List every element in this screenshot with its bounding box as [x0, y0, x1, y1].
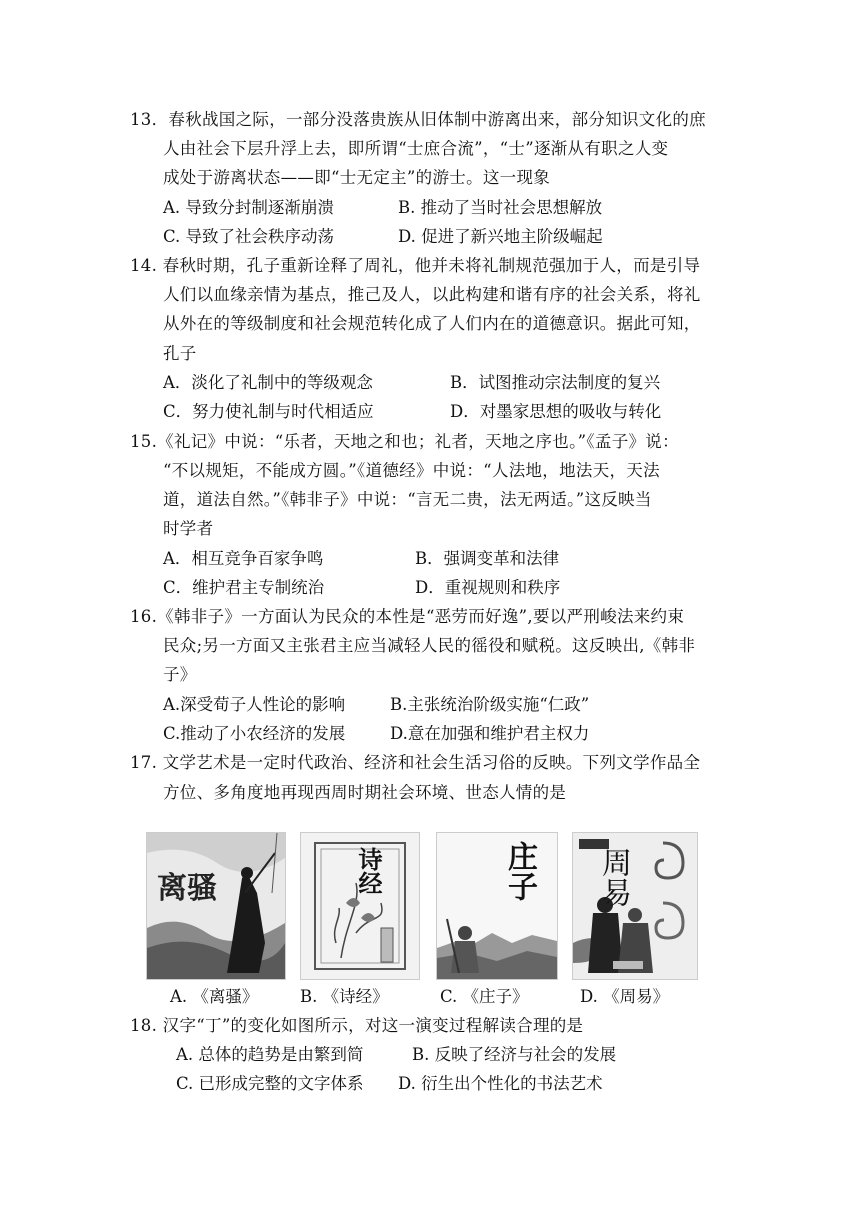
q13-option-d: D. 促进了新兴地主阶级崛起	[398, 227, 603, 246]
q13-stem-line: 人由社会下层升浮上去，即所谓“士庶合流”，“士”逐渐从有职之人变	[163, 139, 669, 158]
q18-option-c: C. 已形成完整的文字体系	[176, 1074, 364, 1093]
book-cover-zhouyi-icon	[572, 832, 698, 980]
q15-option-a: A．相互竞争百家争鸣	[163, 549, 324, 568]
q18-option-a: A. 总体的趋势是由繁到简	[176, 1045, 364, 1064]
q15-option-c: C．维护君主专制统治	[163, 578, 325, 597]
q15-option-b: B．强调变革和法律	[415, 549, 560, 568]
q14-stem-line: 人们以血缘亲情为基点，推己及人，以此构建和谐有序的社会关系，将礼	[163, 285, 701, 304]
q15-stem-line: “不以规矩，不能成方圆。”《道德经》中说：“人法地，地法天，天法	[163, 461, 660, 480]
q14-option-a: A．淡化了礼制中的等级观念	[163, 373, 373, 392]
q17-option-c: C. 《庄子》	[440, 987, 529, 1006]
zhuangzi-cover-title: 庄子	[502, 841, 537, 901]
q16-option-b: B.主张统治阶级实施“仁政”	[390, 695, 590, 714]
q15-stem-line: 道，道法自然。”《韩非子》中说：“言无二贵，法无两适。”这反映当	[163, 490, 652, 509]
q15-option-d: D．重视规则和秩序	[415, 578, 561, 597]
q16-option-d: D.意在加强和维护君主权力	[390, 724, 590, 743]
q13-option-b: B. 推动了当时社会思想解放	[398, 198, 603, 217]
q13-stem-line: 13．春秋战国之际，一部分没落贵族从旧体制中游离出来，部分知识文化的庶	[130, 110, 706, 129]
lisao-cover-title: 离骚	[157, 871, 217, 906]
book-cover-shijing-icon	[300, 832, 420, 980]
q17-stem-line: 方位、多角度地再现西周时期社会环境、世态人情的是	[163, 783, 567, 802]
q14-option-c: C．努力使礼制与时代相适应	[163, 402, 374, 421]
q13-option-c: C. 导致了社会秩序动荡	[163, 227, 335, 246]
q16-stem-line: 民众;另一方面又主张君主应当减轻人民的徭役和赋税。这反映出,《韩非	[163, 636, 696, 655]
q15-stem-line: 15.《礼记》中说：“乐者，天地之和也；礼者，天地之序也。”《孟子》说：	[130, 432, 679, 451]
q16-stem-line: 子》	[163, 665, 197, 684]
q18-option-b: B. 反映了经济与社会的发展	[412, 1045, 617, 1064]
q18-option-d: D. 衍生出个性化的书法艺术	[398, 1074, 603, 1093]
book-cover-lisao-icon	[146, 832, 286, 980]
q15-stem-line: 时学者	[163, 519, 214, 538]
q13-option-a: A. 导致分封制逐渐崩溃	[163, 198, 334, 217]
q17-option-b: B. 《诗经》	[300, 987, 389, 1006]
shijing-cover-title: 诗经	[354, 847, 383, 895]
q14-stem-line: 从外在的等级制度和社会规范转化成了人们内在的道德意识。据此可知，	[163, 314, 701, 333]
zhouyi-cover-title: 周易	[596, 847, 631, 907]
book-cover-zhuangzi-icon	[436, 832, 558, 980]
q13-stem-line: 成处于游离状态——即“士无定主”的游士。这一现象	[163, 168, 551, 187]
q14-stem-line: 孔子	[163, 344, 197, 363]
q14-option-d: D．对墨家思想的吸收与转化	[450, 402, 662, 421]
q17-stem-line: 17. 文学艺术是一定时代政治、经济和社会生活习俗的反映。下列文学作品全	[130, 753, 701, 772]
q16-option-a: A.深受荀子人性论的影响	[163, 695, 346, 714]
q17-option-a: A. 《离骚》	[170, 987, 259, 1006]
q18-stem-line: 18. 汉字“丁”的变化如图所示，对这一演变过程解读合理的是	[130, 1016, 584, 1035]
q16-stem-line: 16.《韩非子》一方面认为民众的本性是“恶劳而好逸”,要以严刑峻法来约束	[130, 607, 685, 626]
q16-option-c: C.推动了小农经济的发展	[163, 724, 346, 743]
q14-stem-line: 14. 春秋时期，孔子重新诠释了周礼，他并未将礼制规范强加于人，而是引导	[130, 256, 701, 275]
q14-option-b: B．试图推动宗法制度的复兴	[450, 373, 661, 392]
q17-option-d: D. 《周易》	[580, 987, 670, 1006]
